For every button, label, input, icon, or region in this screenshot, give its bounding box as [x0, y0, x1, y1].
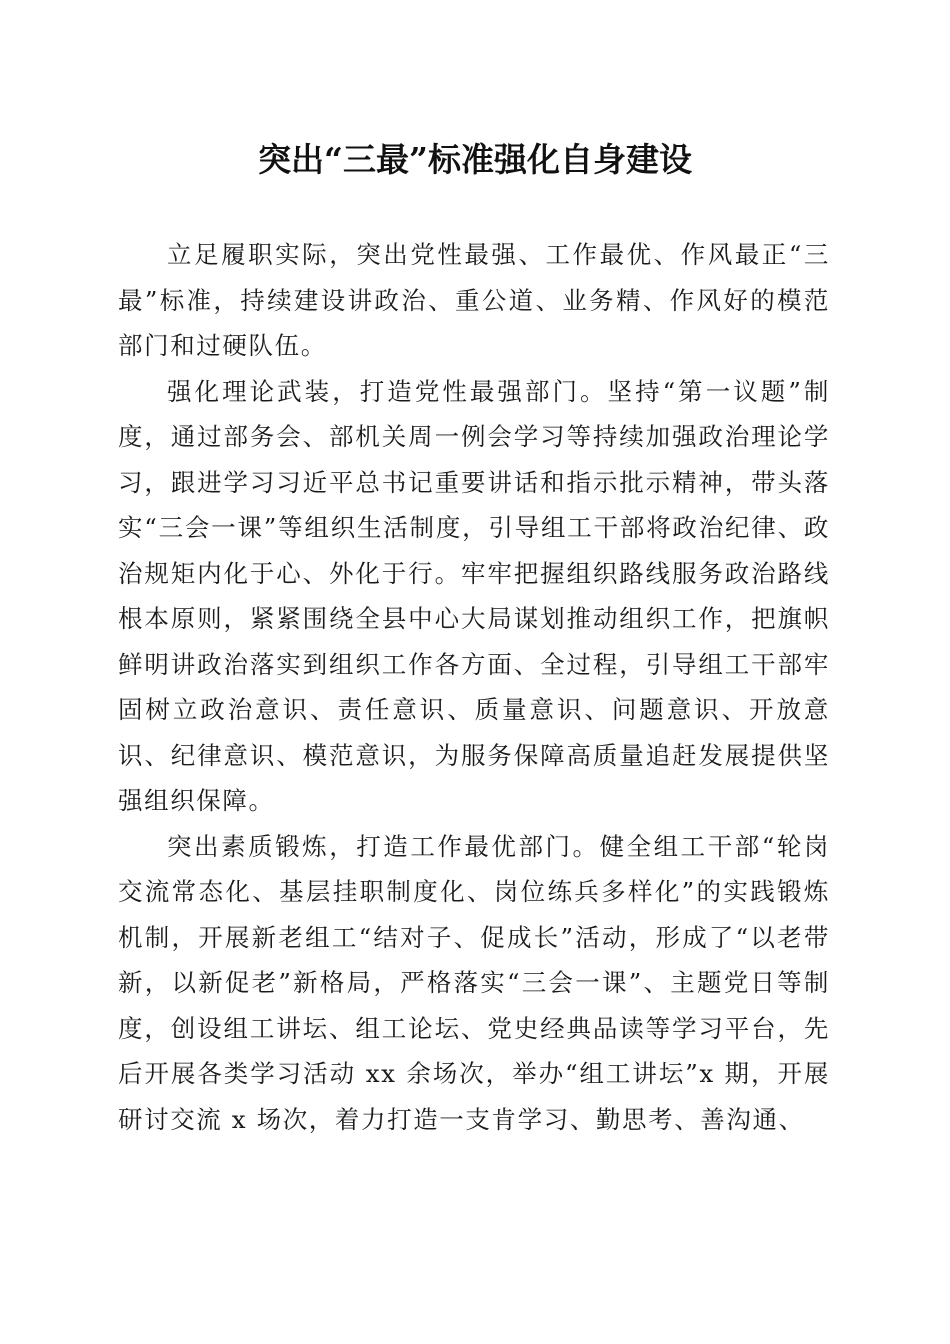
paragraph-theory: 强化理论武装，打造党性最强部门。坚持“第一议题”制度，通过部务会、部机关周一例会学习等持续加强政治理论学习，跟进学习习近平总书记重要讲话和指示批示精神，带头落实“三会一课”等组织生活制度，引导组工干部将政治纪律、政治规矩内化于心、外化于行。牢牢把握组织路线服务政治路线根本原则，紧紧围绕全县中心大局谋划推动组织工作，把旗帜鲜明讲政治落实到组织工作各方面、全过程，引导组工干部牢固树立政治意识、责任意识、质量意识、问题意识、开放意识、纪律意识、模范意识，为服务保障高质量追赶发展提供坚强组织保障。	[118, 376, 830, 815]
document-title: 突出“三最”标准强化自身建设	[258, 140, 692, 179]
document-body	[118, 232, 830, 1142]
paragraph-quality: 突出素质锻炼，打造工作最优部门。健全组工干部“轮岗交流常态化、基层挂职制度化、岗位练兵多样化”的实践锻炼机制，开展新老组工“结对子、促成长”活动，形成了“以老带新，以新促老”新格局，严格落实“三会一课”、主题党日等制度，创设组工讲坛、组工论坛、党史经典品读等学习平台，先后开展各类学习活动 xx 余场次，举办“组工讲坛”x 期，开展研讨交流 x 场次，着力打造一支肯学习、勤思考、善沟通、	[118, 831, 830, 1134]
paragraph-intro: 立足履职实际，突出党性最强、工作最优、作风最正“三最”标准，持续建设讲政治、重公道、业务精、作风好的模范部门和过硬队伍。	[118, 240, 830, 360]
